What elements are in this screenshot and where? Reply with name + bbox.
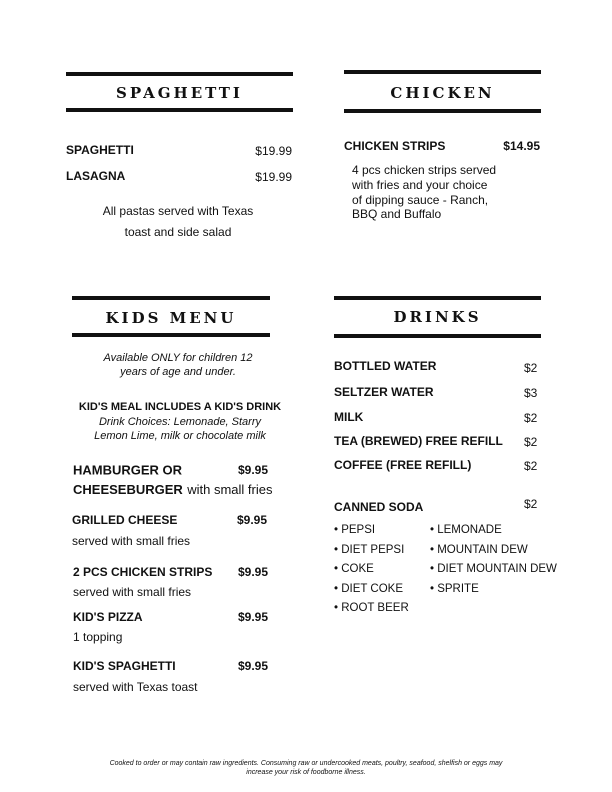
drink-price: $2 xyxy=(524,459,538,473)
description: of dipping sauce - Ranch, xyxy=(352,193,489,207)
drink-name: COFFEE (FREE REFILL) xyxy=(334,458,472,472)
soda-option: • PEPSI xyxy=(334,524,376,536)
divider xyxy=(344,70,541,74)
menu-item-line xyxy=(73,481,273,499)
divider xyxy=(66,108,293,112)
soda-option: • LEMONADE xyxy=(430,524,502,536)
section-title: SPAGHETTI xyxy=(116,84,243,102)
soda-option: • SPRITE xyxy=(430,583,479,595)
divider xyxy=(334,296,541,300)
menu-item-name: CHEESEBURGER xyxy=(73,482,183,497)
menu-item-name: HAMBURGER OR xyxy=(73,462,183,478)
note: toast and side salad xyxy=(124,225,232,239)
divider xyxy=(344,109,541,113)
description: served with Texas toast xyxy=(73,680,198,694)
drink-choices: Lemon Lime, milk or chocolate milk xyxy=(94,430,266,442)
menu-item-name: SPAGHETTI xyxy=(66,143,134,157)
description: 4 pcs chicken strips served xyxy=(352,163,497,177)
drink-price: $2 xyxy=(524,411,538,425)
drink-price: $2 xyxy=(524,435,538,449)
soda-option: • DIET COKE xyxy=(334,583,403,595)
note: Available ONLY for children 12 xyxy=(103,352,253,364)
description: BBQ and Buffalo xyxy=(352,207,442,221)
drink-choices: Drink Choices: Lemonade, Starry xyxy=(98,416,262,428)
menu-item-name: KID'S PIZZA xyxy=(73,610,143,624)
description: served with small fries xyxy=(72,534,191,548)
note: years of age and under. xyxy=(120,366,236,378)
menu-item-name: 2 PCS CHICKEN STRIPS xyxy=(73,565,213,579)
divider xyxy=(72,333,270,337)
menu-item-price: $9.95 xyxy=(237,513,268,527)
drink-name: MILK xyxy=(334,410,364,424)
menu-item-price: $9.95 xyxy=(238,463,269,477)
divider xyxy=(334,334,541,338)
description: 1 topping xyxy=(73,630,123,644)
soda-option: • DIET MOUNTAIN DEW xyxy=(430,563,557,575)
menu-item-price: $9.95 xyxy=(238,565,269,579)
menu-item-name: KID'S SPAGHETTI xyxy=(73,659,176,673)
drink-price: $2 xyxy=(524,361,538,375)
section-title: CHICKEN xyxy=(390,84,495,102)
menu-item-name: CHICKEN STRIPS xyxy=(344,139,446,153)
disclaimer-line: increase your risk of foodborne illness. xyxy=(246,769,366,776)
drink-name: CANNED SODA xyxy=(334,500,424,514)
drink-price: $2 xyxy=(524,497,538,511)
section-title: KIDS MENU xyxy=(105,309,237,327)
soda-option: • DIET PEPSI xyxy=(334,544,405,556)
section-title: DRINKS xyxy=(393,308,482,326)
divider xyxy=(72,296,270,300)
menu-item-name: GRILLED CHEESE xyxy=(72,513,178,527)
soda-option: • COKE xyxy=(334,563,374,575)
menu-item-price: $14.95 xyxy=(503,139,540,153)
menu-item-price: $19.99 xyxy=(255,170,292,184)
drink-price: $3 xyxy=(524,386,538,400)
menu-item-price: $9.95 xyxy=(238,610,269,624)
menu-item-name: LASAGNA xyxy=(66,169,126,183)
drink-name: SELTZER WATER xyxy=(334,385,434,399)
disclaimer-line: Cooked to order or may contain raw ingredients. Consuming raw or undercooked meats, poultry, seafood, shelfish or eggs may xyxy=(109,760,503,767)
soda-option: • ROOT BEER xyxy=(334,602,409,614)
divider xyxy=(66,72,293,76)
note: All pastas served with Texas xyxy=(102,204,254,218)
soda-option: • MOUNTAIN DEW xyxy=(430,544,528,556)
menu-item-price: $9.95 xyxy=(238,659,269,673)
description: with fries and your choice xyxy=(352,178,488,192)
description: with small fries xyxy=(187,482,273,497)
drink-name: BOTTLED WATER xyxy=(334,359,437,373)
meal-heading: KID'S MEAL INCLUDES A KID'S DRINK xyxy=(78,401,282,413)
drink-name: TEA (BREWED) FREE REFILL xyxy=(334,434,503,448)
description: served with small fries xyxy=(73,585,192,599)
menu-item-price: $19.99 xyxy=(255,144,292,158)
